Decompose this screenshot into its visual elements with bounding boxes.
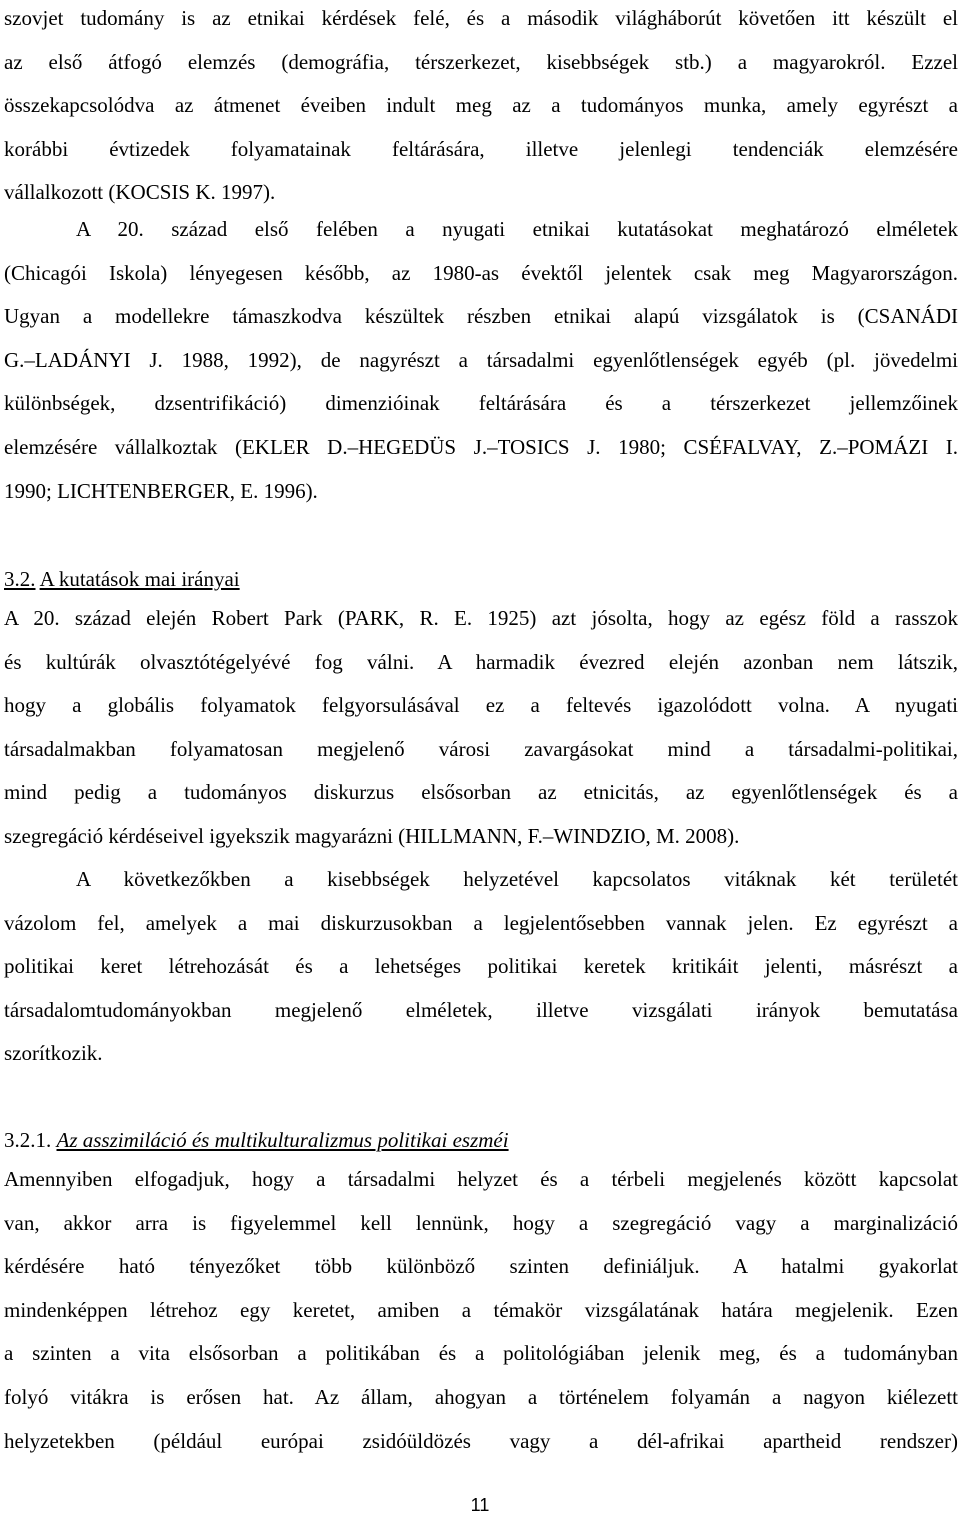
text-line: mindenképpen létrehoz egy keretet, amiben a témakör vizsgálatának határa megjelenik. Ezen	[4, 1297, 958, 1322]
section-heading	[4, 564, 240, 594]
text-line: a szinten a vita elsősorban a politikában és a politológiában jelenik meg, és a tudományban	[4, 1341, 958, 1366]
text-line: szorítkozik.	[4, 1041, 103, 1066]
paragraph-1	[4, 0, 958, 215]
text-line: A 20. század első felében a nyugati etnikai kutatásokat meghatározó elméletek	[76, 217, 958, 241]
text-line: vállalkozott (KOCSIS K. 1997).	[4, 180, 276, 205]
text-line: és kultúrák olvasztótégelyévé fog válni. A harmadik évezred elején azonban nem látszik,	[4, 649, 958, 674]
text-line: A következőkben a kisebbségek helyzetével kapcsolatos vitáknak két területét	[76, 867, 958, 891]
text-line: vázolom fel, amelyek a mai diskurzusokban a legjelentősebben vannak jelen. Ez egyrészt a	[4, 910, 958, 935]
text-line: szegregáció kérdéseivel igyekszik magyarázni (HILLMANN, F.–WINDZIO, M. 2008).	[4, 823, 740, 848]
text-line: elemzésére vállalkoztak (EKLER D.–HEGEDÜS J.–TOSICS J. 1980; CSÉFALVAY, Z.–POMÁZI I.	[4, 434, 958, 459]
heading-title: A kutatások mai irányai	[39, 567, 240, 591]
page-number: 11	[470, 1495, 490, 1515]
paragraph-4	[4, 858, 958, 1076]
text-line: van, akkor arra is figyelemmel kell lennünk, hogy a szegregáció vagy a marginalizáció	[4, 1210, 958, 1235]
paragraph-3	[4, 597, 958, 859]
text-line: politikai keret létrehozását és a lehetséges politikai keretek kritikáit jelenti, másrészt a	[4, 954, 958, 979]
heading-title: Az asszimiláció és multikulturalizmus politikai eszméi	[56, 1128, 509, 1152]
text-line: különbségek, dzsentrifikáció) dimenzióinak feltárására és a térszerkezet jellemzőinek	[4, 391, 958, 416]
heading-number: 3.2.1.	[4, 1128, 52, 1152]
text-line: G.–LADÁNYI J. 1988, 1992), de nagyrészt a társadalmi egyenlőtlenségek egyéb (pl. jövedelmi	[4, 347, 958, 372]
text-line: 1990; LICHTENBERGER, E. 1996).	[4, 478, 318, 503]
text-line: folyó vitákra is erősen hat. Az állam, ahogyan a történelem folyamán a nagyon kiélezett	[4, 1384, 958, 1409]
paragraph-5	[4, 1158, 958, 1463]
text-line: az első átfogó elemzés (demográfia, térszerkezet, kisebbségek stb.) a magyarokról. Ezzel	[4, 49, 958, 74]
text-line: szovjet tudomány is az etnikai kérdések felé, és a második világháborút követően itt készült el	[4, 6, 958, 30]
text-line: társadalmakban folyamatosan megjelenő városi zavargásokat mind a társadalmi-politikai,	[4, 736, 958, 761]
text-line: hogy a globális folyamatok felgyorsulásával ez a feltevés igazolódott volna. A nyugati	[4, 693, 958, 718]
text-line: összekapcsolódva az átmenet éveiben indult meg az a tudományos munka, amely egyrészt a	[4, 93, 958, 118]
text-line: kérdésére ható tényezőket több különböző szinten definiáljuk. A hatalmi gyakorlat	[4, 1254, 958, 1279]
text-line: helyzetekben (például európai zsidóüldözés vagy a dél-afrikai apartheid rendszer)	[4, 1428, 958, 1453]
text-line: társadalomtudományokban megjelenő elméletek, illetve vizsgálati irányok bemutatása	[4, 997, 958, 1022]
subsection-heading	[4, 1125, 509, 1155]
text-line: A 20. század elején Robert Park (PARK, R. E. 1925) azt jósolta, hogy az egész föld a rasszok	[4, 606, 958, 630]
heading-number: 3.2.	[4, 567, 36, 591]
text-line: mind pedig a tudományos diskurzus elsősorban az etnicitás, az egyenlőtlenségek és a	[4, 780, 958, 805]
text-line: (Chicagói Iskola) lényegesen később, az 1980-as évektől jelentek csak meg Magyarországon.	[4, 260, 958, 285]
text-line: Amennyiben elfogadjuk, hogy a társadalmi helyzet és a térbeli megjelenés között kapcsolat	[4, 1167, 958, 1191]
paragraph-2	[4, 208, 958, 513]
text-line: Ugyan a modellekre támaszkodva készültek részben etnikai alapú vizsgálatok is (CSANÁDI	[4, 304, 958, 329]
text-line: korábbi évtizedek folyamatainak feltárására, illetve jelenlegi tendenciák elemzésére	[4, 136, 958, 161]
